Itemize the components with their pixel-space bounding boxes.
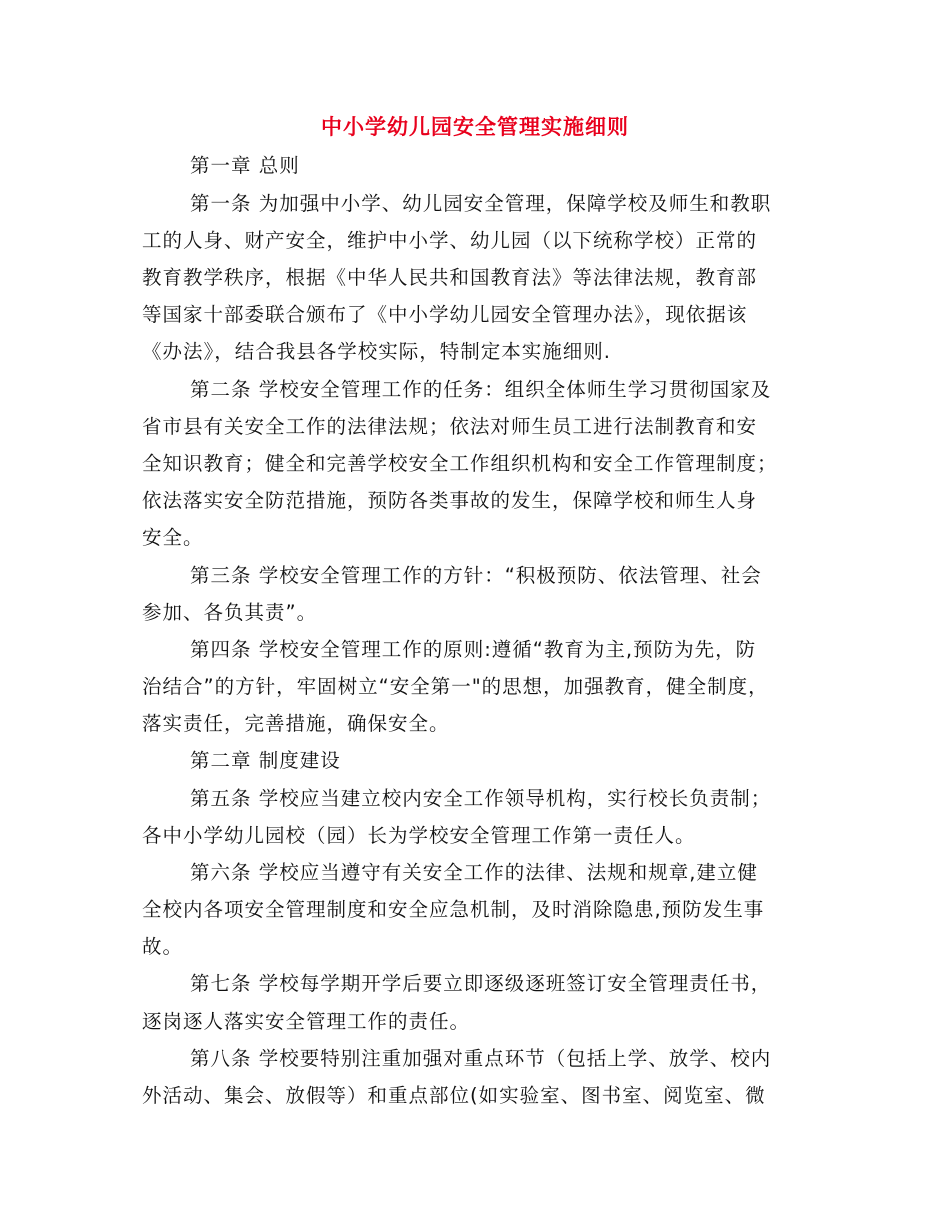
chapter-heading: 第一章 总则	[190, 154, 300, 177]
paragraph-line: 《办法》，结合我县各学校实际，特制定本实施细则.	[142, 340, 611, 363]
paragraph-line: 等国家十部委联合颁布了《中小学幼儿园安全管理办法》，现依据该	[142, 303, 748, 326]
paragraph-line: 第二条 学校安全管理工作的任务：组织全体师生学习贯彻国家及	[190, 378, 772, 401]
paragraph-line: 治结合”的方针，牢固树立“安全第一"的思想，加强教育，健全制度，	[142, 675, 769, 698]
paragraph-line: 第八条 学校要特别注重加强对重点环节（包括上学、放学、校内	[190, 1047, 772, 1070]
paragraph-line: 第四条 学校安全管理工作的原则:遵循“教育为主,预防为先，防	[190, 638, 757, 661]
paragraph-line: 工的人身、财产安全，维护中小学、幼儿园（以下统称学校）正常的	[142, 229, 758, 252]
paragraph-line: 逐岗逐人落实安全管理工作的责任。	[142, 1010, 471, 1033]
paragraph-line: 故。	[142, 935, 184, 958]
paragraph-line: 全知识教育；健全和完善学校安全工作组织机构和安全工作管理制度；	[142, 452, 778, 475]
document-title: 中小学幼儿园安全管理实施细则	[321, 115, 629, 139]
paragraph-line: 安全。	[142, 526, 204, 549]
paragraph-line: 第五条 学校应当建立校内安全工作领导机构，实行校长负责制；	[190, 787, 772, 810]
paragraph-line: 依法落实安全防范措施，预防各类事故的发生，保障学校和师生人身	[142, 489, 758, 512]
paragraph-line: 第七条 学校每学期开学后要立即逐级逐班签订安全管理责任书，	[190, 972, 772, 995]
paragraph-line: 第一条 为加强中小学、幼儿园安全管理，保障学校及师生和教职	[190, 192, 772, 215]
paragraph-line: 省市县有关安全工作的法律法规；依法对师生员工进行法制教育和安	[142, 415, 758, 438]
paragraph-line: 参加、各负其责”。	[142, 601, 318, 624]
paragraph-line: 教育教学秩序，根据《中华人民共和国教育法》等法律法规，教育部	[142, 266, 758, 289]
paragraph-line: 各中小学幼儿园校（园）长为学校安全管理工作第一责任人。	[142, 824, 696, 847]
paragraph-line: 全校内各项安全管理制度和安全应急机制，及时消除隐患,预防发生事	[142, 898, 765, 921]
paragraph-line: 落实责任，完善措施，确保安全。	[142, 712, 450, 735]
paragraph-line: 第六条 学校应当遵守有关安全工作的法律、法规和规章,建立健	[190, 861, 758, 884]
paragraph-line: 第三条 学校安全管理工作的方针：“积极预防、依法管理、社会	[190, 564, 762, 587]
chapter-heading: 第二章 制度建设	[190, 749, 341, 772]
paragraph-line: 外活动、集会、放假等）和重点部位(如实验室、图书室、阅览室、微	[142, 1084, 766, 1107]
